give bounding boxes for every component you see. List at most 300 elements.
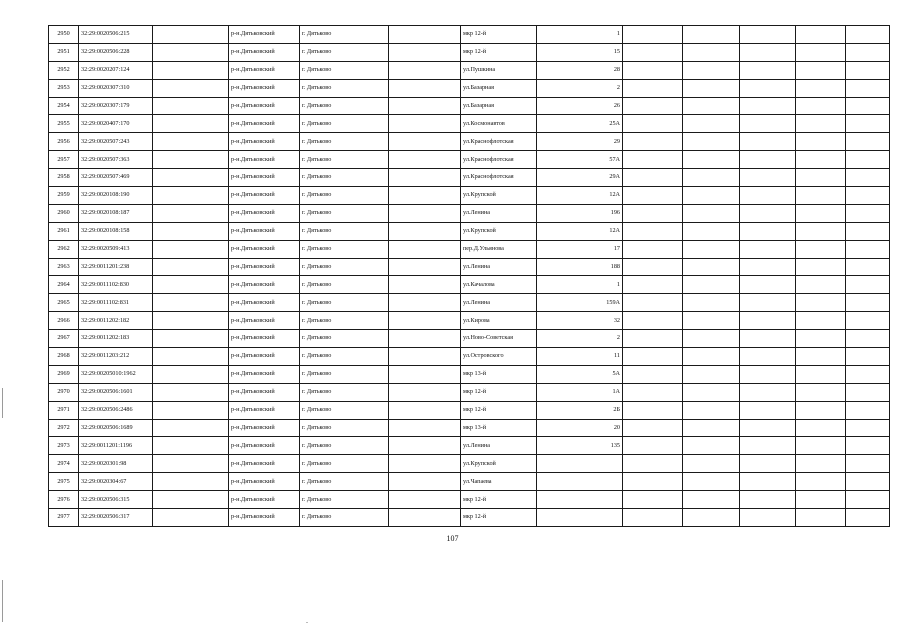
cell-cadastral-number: 32:29:0020304:67 — [79, 473, 153, 491]
cell-street: ул.Краснофлотская — [461, 133, 537, 151]
cell-city: г. Дятьково — [300, 312, 389, 330]
cell-empty — [683, 26, 740, 44]
cell-district: р-н.Дятьковский — [229, 43, 300, 61]
cell-empty — [846, 169, 890, 187]
cell-city: г. Дятьково — [300, 222, 389, 240]
scan-speck — [306, 622, 308, 623]
cell-number: 2976 — [49, 491, 79, 509]
cell-cadastral-number: 32:29:0020108:190 — [79, 187, 153, 205]
cell-empty — [623, 294, 683, 312]
cell-number: 2954 — [49, 97, 79, 115]
cell-district: р-н.Дятьковский — [229, 455, 300, 473]
cell-empty — [796, 383, 846, 401]
table-row — [49, 133, 890, 151]
cell-number: 2953 — [49, 79, 79, 97]
cell-street: ул.Ленина — [461, 204, 537, 222]
cell-city: г. Дятьково — [300, 115, 389, 133]
cell-empty — [389, 473, 461, 491]
cell-cadastral-number: 32:29:0011202:182 — [79, 312, 153, 330]
cell-district: р-н.Дятьковский — [229, 79, 300, 97]
cell-empty — [740, 401, 796, 419]
cell-city: г. Дятьково — [300, 276, 389, 294]
cell-house — [537, 473, 623, 491]
cell-empty — [683, 258, 740, 276]
cell-number: 2968 — [49, 348, 79, 366]
cell-empty — [796, 79, 846, 97]
cell-empty — [846, 401, 890, 419]
cell-street: мкр 12-й — [461, 43, 537, 61]
cell-empty — [623, 115, 683, 133]
cell-street: мкр 12-й — [461, 491, 537, 509]
cell-empty — [796, 97, 846, 115]
cell-empty — [153, 473, 229, 491]
cell-house: 32 — [537, 312, 623, 330]
cell-empty — [796, 294, 846, 312]
cell-street: ул.Ленина — [461, 294, 537, 312]
cell-empty — [153, 455, 229, 473]
cell-empty — [623, 169, 683, 187]
cell-empty — [389, 330, 461, 348]
cell-empty — [796, 491, 846, 509]
cell-cadastral-number: 32:29:0020509:413 — [79, 240, 153, 258]
cell-empty — [623, 473, 683, 491]
cell-city: г. Дятьково — [300, 348, 389, 366]
cell-empty — [389, 97, 461, 115]
cell-street: ул.Ленина — [461, 258, 537, 276]
cell-cadastral-number: 32:29:00205010:1962 — [79, 365, 153, 383]
cell-district: р-н.Дятьковский — [229, 419, 300, 437]
cell-empty — [153, 419, 229, 437]
cell-empty — [846, 61, 890, 79]
cell-street: ул.Краснофлотская — [461, 151, 537, 169]
table-row — [49, 330, 890, 348]
cell-city: г. Дятьково — [300, 383, 389, 401]
cell-empty — [846, 312, 890, 330]
cell-empty — [389, 169, 461, 187]
cell-empty — [153, 97, 229, 115]
cell-empty — [389, 258, 461, 276]
cell-number: 2974 — [49, 455, 79, 473]
cell-empty — [740, 204, 796, 222]
cell-empty — [846, 419, 890, 437]
cell-number: 2952 — [49, 61, 79, 79]
cell-empty — [389, 222, 461, 240]
table-row — [49, 419, 890, 437]
cell-empty — [389, 294, 461, 312]
cell-empty — [153, 43, 229, 61]
cell-empty — [153, 365, 229, 383]
cell-number: 2965 — [49, 294, 79, 312]
cell-empty — [623, 222, 683, 240]
cell-cadastral-number: 32:29:0020506:2486 — [79, 401, 153, 419]
cell-district: р-н.Дятьковский — [229, 151, 300, 169]
cell-street: ул.Крупской — [461, 222, 537, 240]
cell-empty — [740, 151, 796, 169]
cell-empty — [153, 222, 229, 240]
cell-empty — [796, 222, 846, 240]
cell-house: 28 — [537, 61, 623, 79]
cell-number: 2955 — [49, 115, 79, 133]
cell-house: 135 — [537, 437, 623, 455]
cell-empty — [389, 61, 461, 79]
cell-empty — [683, 61, 740, 79]
cell-empty — [623, 26, 683, 44]
cell-house: 29А — [537, 169, 623, 187]
cell-district: р-н.Дятьковский — [229, 26, 300, 44]
cell-cadastral-number: 32:29:0020506:1689 — [79, 419, 153, 437]
cell-empty — [683, 97, 740, 115]
cell-house: 2 — [537, 330, 623, 348]
cell-empty — [740, 276, 796, 294]
cell-empty — [153, 79, 229, 97]
cell-cadastral-number: 32:29:0020301:98 — [79, 455, 153, 473]
cell-cadastral-number: 32:29:0020506:1601 — [79, 383, 153, 401]
cell-street: ул.Качалова — [461, 276, 537, 294]
cell-cadastral-number: 32:29:0011102:830 — [79, 276, 153, 294]
cell-empty — [623, 151, 683, 169]
cell-street: ул.Островского — [461, 348, 537, 366]
cell-house — [537, 455, 623, 473]
cell-empty — [153, 26, 229, 44]
table-row — [49, 187, 890, 205]
cell-number: 2959 — [49, 187, 79, 205]
cell-empty — [846, 26, 890, 44]
cell-empty — [389, 437, 461, 455]
cell-cadastral-number: 32:29:0020506:215 — [79, 26, 153, 44]
cell-empty — [153, 151, 229, 169]
cell-district: р-н.Дятьковский — [229, 437, 300, 455]
cell-house: 12А — [537, 222, 623, 240]
cell-empty — [740, 491, 796, 509]
cell-empty — [153, 491, 229, 509]
cell-empty — [846, 509, 890, 527]
cell-empty — [683, 401, 740, 419]
cell-district: р-н.Дятьковский — [229, 133, 300, 151]
cell-street: ул.Крупской — [461, 187, 537, 205]
cell-empty — [683, 473, 740, 491]
cell-number: 2967 — [49, 330, 79, 348]
cell-city: г. Дятьково — [300, 240, 389, 258]
cell-empty — [846, 348, 890, 366]
cell-district: р-н.Дятьковский — [229, 276, 300, 294]
cell-number: 2969 — [49, 365, 79, 383]
cell-city: г. Дятьково — [300, 437, 389, 455]
cell-street: мкр 12-й — [461, 26, 537, 44]
cell-empty — [796, 115, 846, 133]
cell-district: р-н.Дятьковский — [229, 401, 300, 419]
table-row — [49, 491, 890, 509]
cell-empty — [796, 43, 846, 61]
cell-empty — [389, 204, 461, 222]
cell-empty — [623, 133, 683, 151]
cell-number: 2971 — [49, 401, 79, 419]
table-row — [49, 365, 890, 383]
table-row — [49, 61, 890, 79]
cell-empty — [846, 491, 890, 509]
cell-empty — [740, 312, 796, 330]
cell-city: г. Дятьково — [300, 419, 389, 437]
cell-empty — [846, 294, 890, 312]
cell-cadastral-number: 32:29:0020108:158 — [79, 222, 153, 240]
cell-empty — [389, 26, 461, 44]
table-row — [49, 276, 890, 294]
cell-empty — [740, 61, 796, 79]
cell-house: 5А — [537, 365, 623, 383]
cell-empty — [846, 437, 890, 455]
cell-empty — [683, 509, 740, 527]
cell-cadastral-number: 32:29:0020407:170 — [79, 115, 153, 133]
cell-empty — [153, 115, 229, 133]
cell-empty — [683, 348, 740, 366]
cell-empty — [796, 258, 846, 276]
cell-empty — [623, 491, 683, 509]
cell-district: р-н.Дятьковский — [229, 294, 300, 312]
cell-empty — [623, 401, 683, 419]
cell-empty — [796, 473, 846, 491]
cell-district: р-н.Дятьковский — [229, 365, 300, 383]
cell-empty — [153, 383, 229, 401]
cell-cadastral-number: 32:29:0020506:317 — [79, 509, 153, 527]
cell-city: г. Дятьково — [300, 61, 389, 79]
cell-district: р-н.Дятьковский — [229, 97, 300, 115]
cell-empty — [683, 330, 740, 348]
cell-empty — [623, 240, 683, 258]
cell-empty — [389, 79, 461, 97]
cell-empty — [683, 491, 740, 509]
cell-district: р-н.Дятьковский — [229, 383, 300, 401]
cell-empty — [740, 509, 796, 527]
cell-empty — [153, 187, 229, 205]
cell-street: ул.Пушкина — [461, 61, 537, 79]
cell-empty — [623, 43, 683, 61]
cell-empty — [389, 383, 461, 401]
cell-street: пер.Д.Ульянова — [461, 240, 537, 258]
cell-empty — [846, 204, 890, 222]
cell-empty — [846, 365, 890, 383]
cell-empty — [846, 79, 890, 97]
cell-house: 17 — [537, 240, 623, 258]
cell-street: ул.Чапаева — [461, 473, 537, 491]
cell-city: г. Дятьково — [300, 258, 389, 276]
table-row — [49, 151, 890, 169]
table-row — [49, 401, 890, 419]
cell-empty — [389, 401, 461, 419]
cell-empty — [796, 187, 846, 205]
cell-empty — [623, 383, 683, 401]
cell-house: 1 — [537, 26, 623, 44]
cell-house: 1 — [537, 276, 623, 294]
cell-empty — [623, 348, 683, 366]
cell-house: 26 — [537, 97, 623, 115]
cell-empty — [846, 187, 890, 205]
cell-empty — [683, 204, 740, 222]
table-row — [49, 26, 890, 44]
cell-empty — [153, 330, 229, 348]
cell-city: г. Дятьково — [300, 151, 389, 169]
cell-empty — [740, 258, 796, 276]
cell-number: 2950 — [49, 26, 79, 44]
cell-empty — [796, 26, 846, 44]
cell-number: 2975 — [49, 473, 79, 491]
cell-number: 2951 — [49, 43, 79, 61]
cell-empty — [846, 151, 890, 169]
cell-empty — [389, 455, 461, 473]
cell-empty — [740, 365, 796, 383]
cell-empty — [153, 169, 229, 187]
table-row — [49, 348, 890, 366]
cell-empty — [623, 61, 683, 79]
cell-street: мкр 13-й — [461, 419, 537, 437]
cell-empty — [623, 97, 683, 115]
cell-house: 196 — [537, 204, 623, 222]
cell-empty — [623, 312, 683, 330]
cell-empty — [389, 348, 461, 366]
cell-empty — [740, 240, 796, 258]
table-row — [49, 473, 890, 491]
cell-empty — [389, 187, 461, 205]
cell-city: г. Дятьково — [300, 330, 389, 348]
table-row — [49, 43, 890, 61]
cell-empty — [683, 187, 740, 205]
cell-district: р-н.Дятьковский — [229, 258, 300, 276]
cell-city: г. Дятьково — [300, 509, 389, 527]
cell-district: р-н.Дятьковский — [229, 61, 300, 79]
cell-cadastral-number: 32:29:0020507:363 — [79, 151, 153, 169]
cell-house: 2Б — [537, 401, 623, 419]
cell-empty — [740, 383, 796, 401]
cell-empty — [740, 455, 796, 473]
cell-city: г. Дятьково — [300, 401, 389, 419]
cell-empty — [796, 204, 846, 222]
table-row — [49, 437, 890, 455]
cell-empty — [740, 43, 796, 61]
cell-empty — [683, 455, 740, 473]
cell-street: мкр 12-й — [461, 383, 537, 401]
cell-empty — [740, 419, 796, 437]
cell-house: 57А — [537, 151, 623, 169]
cell-house: 29 — [537, 133, 623, 151]
table-row — [49, 97, 890, 115]
cell-empty — [389, 509, 461, 527]
cell-empty — [796, 437, 846, 455]
cell-house: 2 — [537, 79, 623, 97]
cell-city: г. Дятьково — [300, 187, 389, 205]
cell-empty — [623, 437, 683, 455]
cell-number: 2956 — [49, 133, 79, 151]
cell-empty — [846, 222, 890, 240]
cell-district: р-н.Дятьковский — [229, 330, 300, 348]
cell-district: р-н.Дятьковский — [229, 240, 300, 258]
cell-district: р-н.Дятьковский — [229, 169, 300, 187]
cell-street: ул.Крупской — [461, 455, 537, 473]
cell-empty — [846, 276, 890, 294]
cell-empty — [740, 115, 796, 133]
cell-empty — [623, 276, 683, 294]
cell-number: 2972 — [49, 419, 79, 437]
cell-empty — [740, 348, 796, 366]
cell-empty — [796, 401, 846, 419]
cell-number: 2957 — [49, 151, 79, 169]
cell-empty — [389, 365, 461, 383]
cell-empty — [846, 240, 890, 258]
cell-empty — [683, 383, 740, 401]
cell-cadastral-number: 32:29:0011201:238 — [79, 258, 153, 276]
cell-street: мкр 12-й — [461, 509, 537, 527]
cell-cadastral-number: 32:29:0020307:310 — [79, 79, 153, 97]
cell-empty — [796, 276, 846, 294]
cell-empty — [740, 330, 796, 348]
cell-empty — [623, 204, 683, 222]
cell-empty — [796, 419, 846, 437]
cell-empty — [623, 330, 683, 348]
cell-house: 25А — [537, 115, 623, 133]
cell-empty — [389, 151, 461, 169]
cell-empty — [846, 115, 890, 133]
cell-empty — [740, 97, 796, 115]
cell-cadastral-number: 32:29:0020507:243 — [79, 133, 153, 151]
page-number: 107 — [446, 534, 459, 543]
cell-number: 2962 — [49, 240, 79, 258]
cell-cadastral-number: 32:29:0020506:315 — [79, 491, 153, 509]
cell-district: р-н.Дятьковский — [229, 348, 300, 366]
cell-empty — [623, 79, 683, 97]
cell-city: г. Дятьково — [300, 455, 389, 473]
cell-street: ул.Ново-Советская — [461, 330, 537, 348]
cell-cadastral-number: 32:29:0020506:228 — [79, 43, 153, 61]
cell-empty — [683, 79, 740, 97]
cell-empty — [153, 61, 229, 79]
cell-empty — [796, 330, 846, 348]
table-row — [49, 222, 890, 240]
cell-city: г. Дятьково — [300, 26, 389, 44]
cell-number: 2966 — [49, 312, 79, 330]
cell-empty — [740, 437, 796, 455]
cell-empty — [683, 276, 740, 294]
cell-empty — [683, 419, 740, 437]
cell-street: мкр 13-й — [461, 365, 537, 383]
cell-house: 20 — [537, 419, 623, 437]
cell-empty — [153, 509, 229, 527]
cell-empty — [389, 419, 461, 437]
cell-empty — [683, 169, 740, 187]
cell-empty — [153, 258, 229, 276]
cell-empty — [796, 509, 846, 527]
cell-house: 12А — [537, 187, 623, 205]
cell-cadastral-number: 32:29:0020507:469 — [79, 169, 153, 187]
table-row — [49, 169, 890, 187]
cell-empty — [153, 204, 229, 222]
cell-district: р-н.Дятьковский — [229, 187, 300, 205]
cell-empty — [389, 115, 461, 133]
cell-number: 2970 — [49, 383, 79, 401]
cell-empty — [796, 240, 846, 258]
cell-empty — [683, 312, 740, 330]
cell-empty — [846, 383, 890, 401]
cell-empty — [153, 240, 229, 258]
cell-empty — [389, 312, 461, 330]
cell-empty — [683, 133, 740, 151]
cell-empty — [623, 187, 683, 205]
cell-empty — [153, 348, 229, 366]
table-row — [49, 79, 890, 97]
cell-empty — [796, 455, 846, 473]
cell-empty — [623, 509, 683, 527]
cell-empty — [796, 169, 846, 187]
cell-cadastral-number: 32:29:0011102:831 — [79, 294, 153, 312]
cell-empty — [153, 437, 229, 455]
cell-district: р-н.Дятьковский — [229, 491, 300, 509]
cell-city: г. Дятьково — [300, 79, 389, 97]
